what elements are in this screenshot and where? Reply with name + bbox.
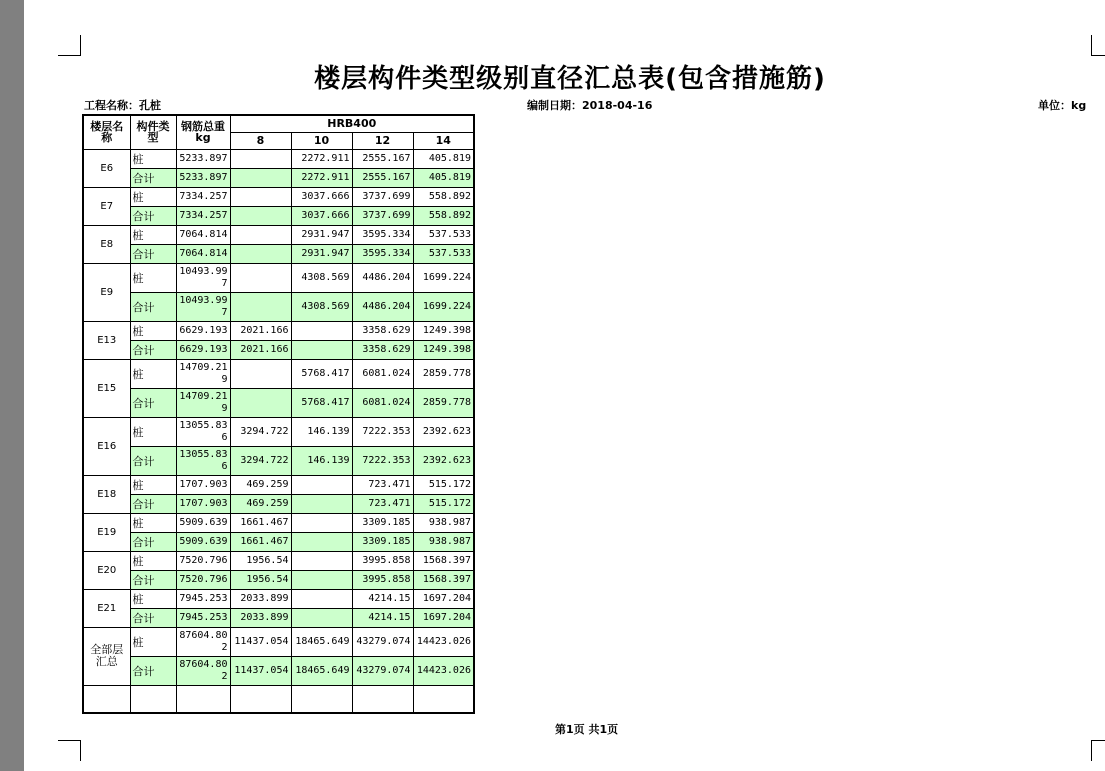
diameter-weight-cell: 4308.569 bbox=[291, 292, 352, 321]
table-row-total bbox=[83, 608, 474, 627]
project-name: 工程名称：孔桩 bbox=[84, 99, 161, 112]
header-grade: HRB400 bbox=[230, 115, 474, 132]
floor-name-cell: E15 bbox=[83, 359, 130, 417]
diameter-weight-cell: 43279.074 bbox=[352, 627, 413, 656]
component-type-cell: 桩 bbox=[130, 149, 176, 168]
page-indicator: 第1页 共1页 bbox=[555, 723, 619, 736]
table-row-total bbox=[83, 168, 474, 187]
diameter-weight-cell bbox=[291, 570, 352, 589]
diameter-weight-cell: 7222.353 bbox=[352, 417, 413, 446]
empty-cell bbox=[352, 685, 413, 713]
floor-name-cell: 全部层汇总 bbox=[83, 627, 130, 685]
diameter-weight-cell: 405.819 bbox=[413, 149, 474, 168]
total-weight-cell: 14709.219 bbox=[176, 388, 230, 417]
component-type-cell: 合计 bbox=[130, 292, 176, 321]
diameter-weight-cell: 469.259 bbox=[230, 475, 291, 494]
diameter-weight-cell: 2931.947 bbox=[291, 225, 352, 244]
diameter-weight-cell: 2859.778 bbox=[413, 388, 474, 417]
diameter-weight-cell bbox=[291, 608, 352, 627]
table-row bbox=[83, 359, 474, 388]
diameter-weight-cell: 3595.334 bbox=[352, 244, 413, 263]
diameter-weight-cell: 3358.629 bbox=[352, 321, 413, 340]
table-row bbox=[83, 475, 474, 494]
diameter-weight-cell bbox=[230, 168, 291, 187]
diameter-weight-cell: 515.172 bbox=[413, 494, 474, 513]
diameter-weight-cell: 4486.204 bbox=[352, 263, 413, 292]
total-weight-cell: 5233.897 bbox=[176, 168, 230, 187]
table-row-total bbox=[83, 532, 474, 551]
total-weight-cell: 5233.897 bbox=[176, 149, 230, 168]
total-weight-cell: 13055.836 bbox=[176, 417, 230, 446]
crop-mark-bottom-right bbox=[1091, 740, 1105, 761]
diameter-weight-cell: 1956.54 bbox=[230, 570, 291, 589]
component-type-cell: 桩 bbox=[130, 321, 176, 340]
component-type-cell: 合计 bbox=[130, 446, 176, 475]
crop-mark-bottom-left bbox=[58, 740, 81, 761]
diameter-weight-cell bbox=[230, 263, 291, 292]
total-weight-cell: 10493.997 bbox=[176, 292, 230, 321]
header-diameter: 8 bbox=[230, 132, 291, 149]
diameter-weight-cell: 3358.629 bbox=[352, 340, 413, 359]
diameter-weight-cell bbox=[291, 532, 352, 551]
header-component-type: 构件类型 bbox=[130, 115, 176, 149]
table-row bbox=[83, 263, 474, 292]
diameter-weight-cell bbox=[291, 340, 352, 359]
diameter-weight-cell: 558.892 bbox=[413, 206, 474, 225]
component-type-cell: 桩 bbox=[130, 627, 176, 656]
diameter-weight-cell: 18465.649 bbox=[291, 656, 352, 685]
header-floor: 楼层名称 bbox=[83, 115, 130, 149]
table-row-total bbox=[83, 446, 474, 475]
diameter-weight-cell: 4486.204 bbox=[352, 292, 413, 321]
header-diameter: 14 bbox=[413, 132, 474, 149]
total-weight-cell: 7520.796 bbox=[176, 551, 230, 570]
diameter-weight-cell: 2272.911 bbox=[291, 168, 352, 187]
diameter-weight-cell bbox=[291, 475, 352, 494]
diameter-weight-cell bbox=[230, 244, 291, 263]
total-weight-cell: 7945.253 bbox=[176, 589, 230, 608]
diameter-weight-cell: 4214.15 bbox=[352, 608, 413, 627]
diameter-weight-cell: 1249.398 bbox=[413, 321, 474, 340]
component-type-cell: 桩 bbox=[130, 225, 176, 244]
diameter-weight-cell: 5768.417 bbox=[291, 359, 352, 388]
diameter-weight-cell: 1661.467 bbox=[230, 532, 291, 551]
diameter-weight-cell: 3294.722 bbox=[230, 446, 291, 475]
diameter-weight-cell: 1568.397 bbox=[413, 570, 474, 589]
floor-name-cell: E8 bbox=[83, 225, 130, 263]
report-title: 楼层构件类型级别直径汇总表(包含措施筋) bbox=[314, 64, 826, 94]
total-weight-cell: 1707.903 bbox=[176, 475, 230, 494]
diameter-weight-cell bbox=[230, 187, 291, 206]
diameter-weight-cell: 2555.167 bbox=[352, 168, 413, 187]
total-weight-cell: 13055.836 bbox=[176, 446, 230, 475]
diameter-weight-cell bbox=[230, 149, 291, 168]
table-row bbox=[83, 551, 474, 570]
diameter-weight-cell: 3309.185 bbox=[352, 513, 413, 532]
empty-cell bbox=[130, 685, 176, 713]
component-type-cell: 桩 bbox=[130, 589, 176, 608]
diameter-weight-cell: 1697.204 bbox=[413, 608, 474, 627]
component-type-cell: 合计 bbox=[130, 340, 176, 359]
component-type-cell: 桩 bbox=[130, 417, 176, 446]
table-row bbox=[83, 149, 474, 168]
diameter-weight-cell: 723.471 bbox=[352, 475, 413, 494]
diameter-weight-cell: 1568.397 bbox=[413, 551, 474, 570]
diameter-weight-cell bbox=[291, 513, 352, 532]
diameter-weight-cell bbox=[230, 225, 291, 244]
table-row-total bbox=[83, 388, 474, 417]
diameter-weight-cell: 3595.334 bbox=[352, 225, 413, 244]
table-row bbox=[83, 513, 474, 532]
diameter-weight-cell bbox=[291, 494, 352, 513]
table-row bbox=[83, 187, 474, 206]
total-weight-cell: 10493.997 bbox=[176, 263, 230, 292]
diameter-weight-cell: 3037.666 bbox=[291, 206, 352, 225]
diameter-weight-cell: 558.892 bbox=[413, 187, 474, 206]
total-weight-cell: 5909.639 bbox=[176, 513, 230, 532]
diameter-weight-cell: 2931.947 bbox=[291, 244, 352, 263]
table-row bbox=[83, 627, 474, 656]
diameter-weight-cell: 1249.398 bbox=[413, 340, 474, 359]
diameter-weight-cell: 3037.666 bbox=[291, 187, 352, 206]
total-weight-cell: 7064.814 bbox=[176, 244, 230, 263]
diameter-weight-cell: 11437.054 bbox=[230, 656, 291, 685]
diameter-weight-cell bbox=[230, 292, 291, 321]
diameter-weight-cell bbox=[291, 321, 352, 340]
viewer-left-gutter bbox=[0, 0, 24, 771]
diameter-weight-cell: 1956.54 bbox=[230, 551, 291, 570]
total-weight-cell: 7064.814 bbox=[176, 225, 230, 244]
diameter-weight-cell: 723.471 bbox=[352, 494, 413, 513]
empty-cell bbox=[413, 685, 474, 713]
floor-name-cell: E13 bbox=[83, 321, 130, 359]
table-row-total bbox=[83, 494, 474, 513]
summary-table-body bbox=[83, 149, 474, 713]
table-row bbox=[83, 589, 474, 608]
empty-cell bbox=[230, 685, 291, 713]
diameter-weight-cell: 3737.699 bbox=[352, 206, 413, 225]
diameter-weight-cell: 2859.778 bbox=[413, 359, 474, 388]
component-type-cell: 合计 bbox=[130, 244, 176, 263]
diameter-weight-cell: 3737.699 bbox=[352, 187, 413, 206]
component-type-cell: 合计 bbox=[130, 656, 176, 685]
diameter-weight-cell: 6081.024 bbox=[352, 388, 413, 417]
diameter-weight-cell: 2033.899 bbox=[230, 589, 291, 608]
diameter-weight-cell: 469.259 bbox=[230, 494, 291, 513]
diameter-weight-cell: 14423.026 bbox=[413, 656, 474, 685]
diameter-weight-cell: 1661.467 bbox=[230, 513, 291, 532]
diameter-weight-cell: 3995.858 bbox=[352, 551, 413, 570]
diameter-weight-cell: 2392.623 bbox=[413, 417, 474, 446]
diameter-weight-cell: 537.533 bbox=[413, 244, 474, 263]
table-row-empty bbox=[83, 685, 474, 713]
component-type-cell: 桩 bbox=[130, 513, 176, 532]
component-type-cell: 合计 bbox=[130, 388, 176, 417]
table-row-total bbox=[83, 206, 474, 225]
diameter-weight-cell: 2021.166 bbox=[230, 321, 291, 340]
header-total-weight: 钢筋总重kg bbox=[176, 115, 230, 149]
floor-name-cell: E6 bbox=[83, 149, 130, 187]
compile-date: 编制日期：2018-04-16 bbox=[527, 99, 653, 112]
diameter-weight-cell: 3294.722 bbox=[230, 417, 291, 446]
diameter-weight-cell: 5768.417 bbox=[291, 388, 352, 417]
diameter-weight-cell: 146.139 bbox=[291, 446, 352, 475]
total-weight-cell: 7334.257 bbox=[176, 187, 230, 206]
diameter-weight-cell: 43279.074 bbox=[352, 656, 413, 685]
summary-table bbox=[82, 114, 475, 714]
total-weight-cell: 6629.193 bbox=[176, 321, 230, 340]
unit-label: 单位：kg bbox=[1038, 99, 1087, 112]
table-row-total bbox=[83, 292, 474, 321]
diameter-weight-cell: 515.172 bbox=[413, 475, 474, 494]
diameter-weight-cell: 146.139 bbox=[291, 417, 352, 446]
diameter-weight-cell: 938.987 bbox=[413, 532, 474, 551]
empty-cell bbox=[176, 685, 230, 713]
diameter-weight-cell bbox=[230, 206, 291, 225]
component-type-cell: 桩 bbox=[130, 263, 176, 292]
total-weight-cell: 87604.802 bbox=[176, 627, 230, 656]
component-type-cell: 桩 bbox=[130, 187, 176, 206]
table-row-total bbox=[83, 656, 474, 685]
floor-name-cell: E9 bbox=[83, 263, 130, 321]
table-row bbox=[83, 321, 474, 340]
empty-cell bbox=[83, 685, 130, 713]
floor-name-cell: E19 bbox=[83, 513, 130, 551]
diameter-weight-cell: 2021.166 bbox=[230, 340, 291, 359]
header-diameter: 12 bbox=[352, 132, 413, 149]
diameter-weight-cell: 4214.15 bbox=[352, 589, 413, 608]
header-diameter: 10 bbox=[291, 132, 352, 149]
total-weight-cell: 5909.639 bbox=[176, 532, 230, 551]
floor-name-cell: E21 bbox=[83, 589, 130, 627]
table-row-total bbox=[83, 340, 474, 359]
diameter-weight-cell: 2392.623 bbox=[413, 446, 474, 475]
diameter-weight-cell bbox=[230, 359, 291, 388]
component-type-cell: 桩 bbox=[130, 359, 176, 388]
diameter-weight-cell bbox=[291, 589, 352, 608]
component-type-cell: 合计 bbox=[130, 532, 176, 551]
diameter-weight-cell: 1699.224 bbox=[413, 263, 474, 292]
diameter-weight-cell: 3309.185 bbox=[352, 532, 413, 551]
diameter-weight-cell: 18465.649 bbox=[291, 627, 352, 656]
component-type-cell: 合计 bbox=[130, 168, 176, 187]
diameter-weight-cell: 1699.224 bbox=[413, 292, 474, 321]
diameter-weight-cell: 405.819 bbox=[413, 168, 474, 187]
empty-cell bbox=[291, 685, 352, 713]
floor-name-cell: E20 bbox=[83, 551, 130, 589]
diameter-weight-cell bbox=[230, 388, 291, 417]
total-weight-cell: 6629.193 bbox=[176, 340, 230, 359]
diameter-weight-cell: 2555.167 bbox=[352, 149, 413, 168]
diameter-weight-cell: 7222.353 bbox=[352, 446, 413, 475]
diameter-weight-cell: 6081.024 bbox=[352, 359, 413, 388]
diameter-weight-cell: 2033.899 bbox=[230, 608, 291, 627]
component-type-cell: 桩 bbox=[130, 551, 176, 570]
crop-mark-top-left bbox=[58, 35, 81, 56]
diameter-weight-cell: 14423.026 bbox=[413, 627, 474, 656]
component-type-cell: 桩 bbox=[130, 475, 176, 494]
component-type-cell: 合计 bbox=[130, 206, 176, 225]
total-weight-cell: 87604.802 bbox=[176, 656, 230, 685]
diameter-weight-cell: 2272.911 bbox=[291, 149, 352, 168]
floor-name-cell: E7 bbox=[83, 187, 130, 225]
component-type-cell: 合计 bbox=[130, 494, 176, 513]
total-weight-cell: 14709.219 bbox=[176, 359, 230, 388]
crop-mark-top-right bbox=[1091, 35, 1105, 56]
floor-name-cell: E16 bbox=[83, 417, 130, 475]
diameter-weight-cell: 537.533 bbox=[413, 225, 474, 244]
component-type-cell: 合计 bbox=[130, 570, 176, 589]
diameter-weight-cell: 11437.054 bbox=[230, 627, 291, 656]
table-row-total bbox=[83, 244, 474, 263]
diameter-weight-cell bbox=[291, 551, 352, 570]
floor-name-cell: E18 bbox=[83, 475, 130, 513]
table-row-total bbox=[83, 570, 474, 589]
component-type-cell: 合计 bbox=[130, 608, 176, 627]
table-row bbox=[83, 225, 474, 244]
diameter-weight-cell: 3995.858 bbox=[352, 570, 413, 589]
diameter-weight-cell: 4308.569 bbox=[291, 263, 352, 292]
total-weight-cell: 7520.796 bbox=[176, 570, 230, 589]
diameter-weight-cell: 1697.204 bbox=[413, 589, 474, 608]
table-row bbox=[83, 417, 474, 446]
total-weight-cell: 7334.257 bbox=[176, 206, 230, 225]
total-weight-cell: 1707.903 bbox=[176, 494, 230, 513]
diameter-weight-cell: 938.987 bbox=[413, 513, 474, 532]
total-weight-cell: 7945.253 bbox=[176, 608, 230, 627]
